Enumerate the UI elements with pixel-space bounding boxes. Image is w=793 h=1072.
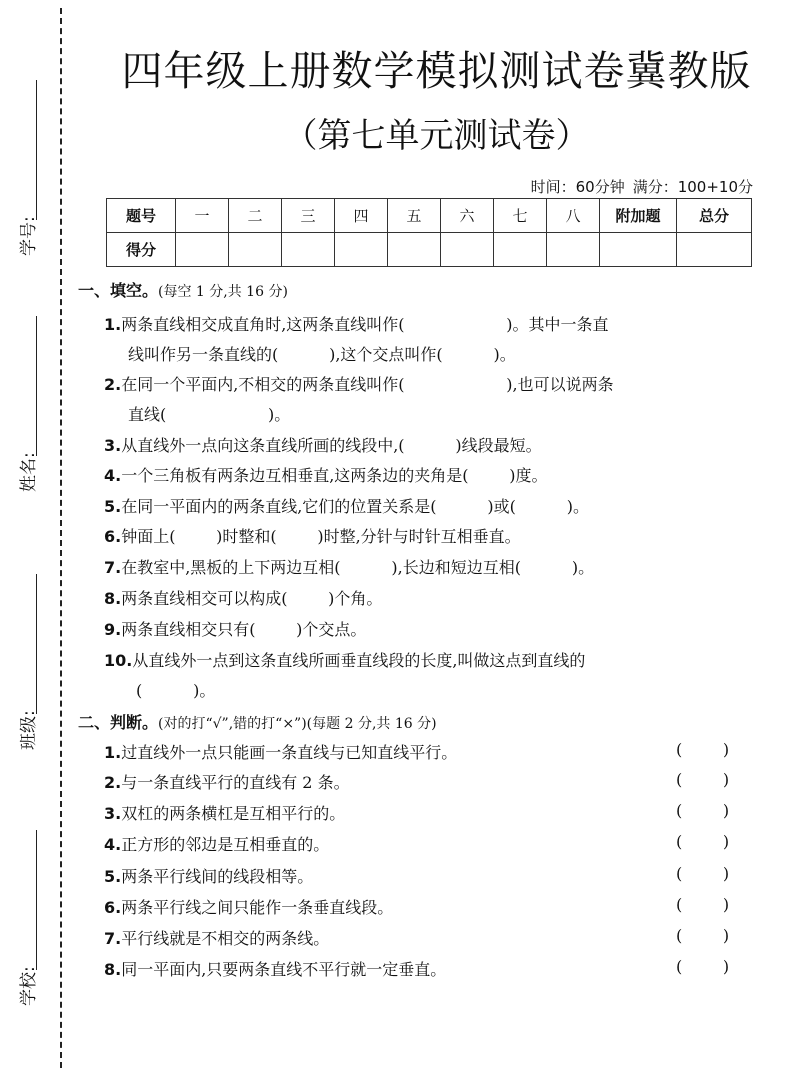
fill-question-3[interactable] — [104, 433, 542, 456]
fill-question-8[interactable] — [104, 586, 382, 609]
binding-dashed-line — [60, 8, 62, 1068]
score-header-cell: 附加题 — [600, 199, 677, 233]
school-field[interactable] — [18, 830, 48, 1030]
question-number: 8. — [104, 589, 122, 608]
judge-question-8 — [104, 957, 446, 980]
question-number: 3. — [104, 804, 122, 823]
section-1-title: 一、填空。 — [78, 281, 159, 300]
question-number: 10. — [104, 651, 133, 670]
question-text: 钟面上( )时整和( )时整,分针与时针互相垂直。 — [121, 527, 521, 546]
answer-parentheses[interactable]: ( ) — [676, 740, 730, 759]
question-text: 从直线外一点到这条直线所画垂直线段的长度,叫做这点到直线的 — [132, 651, 586, 670]
fill-question-7[interactable] — [104, 555, 594, 578]
fill-question-6[interactable] — [104, 524, 521, 547]
question-text: 两条平行线之间只能作一条垂直线段。 — [121, 898, 394, 917]
school-line — [36, 830, 37, 970]
score-cell[interactable] — [547, 233, 600, 267]
section-1-heading — [78, 278, 288, 301]
question-text: 同一平面内,只要两条直线不平行就一定垂直。 — [121, 960, 447, 979]
school-label: 学校: — [19, 966, 39, 1006]
question-text: 双杠的两条横杠是互相平行的。 — [121, 804, 346, 823]
page-subtitle: （第七单元测试卷） — [283, 116, 590, 156]
score-header-cell: 八 — [547, 199, 600, 233]
score-cell[interactable] — [441, 233, 494, 267]
score-header-cell: 六 — [441, 199, 494, 233]
class-label: 班级: — [19, 710, 39, 750]
fill-question-4[interactable] — [104, 463, 547, 486]
class-line — [36, 574, 37, 714]
answer-parentheses[interactable]: ( ) — [676, 801, 730, 820]
score-table-score-row — [107, 233, 752, 267]
score-header-cell: 五 — [388, 199, 441, 233]
question-text: 两条直线相交成直角时,这两条直线叫作( )。其中一条直 — [121, 315, 609, 334]
section-2-heading — [78, 710, 437, 733]
question-text: 从直线外一点向这条直线所画的线段中,( )线段最短。 — [121, 436, 542, 455]
answer-parentheses[interactable]: ( ) — [676, 832, 730, 851]
judge-question-5 — [104, 864, 313, 887]
fill-question-10[interactable] — [104, 648, 585, 671]
score-header-cell: 总分 — [677, 199, 752, 233]
fill-question-2-line-2: 直线( )。 — [128, 405, 291, 424]
question-text: 两条直线相交可以构成( )个角。 — [121, 589, 383, 608]
student-number-label: 学号: — [19, 216, 39, 256]
question-text: 在同一平面内的两条直线,它们的位置关系是( )或( )。 — [121, 497, 589, 516]
page-title: 四年级上册数学模拟测试卷冀教版 — [121, 47, 752, 95]
score-cell[interactable] — [229, 233, 282, 267]
student-number-field[interactable] — [18, 80, 48, 280]
question-text: 一个三角板有两条边互相垂直,这两条边的夹角是( )度。 — [121, 466, 548, 485]
score-cell[interactable] — [494, 233, 547, 267]
question-number: 6. — [104, 898, 122, 917]
fill-question-1-line-2: 线叫作另一条直线的( ),这个交点叫作( )。 — [128, 345, 516, 364]
judge-question-1 — [104, 740, 457, 763]
question-number: 4. — [104, 835, 122, 854]
score-header-cell: 二 — [229, 199, 282, 233]
judge-question-7 — [104, 926, 329, 949]
question-number: 1. — [104, 315, 122, 334]
score-cell[interactable] — [335, 233, 388, 267]
class-field[interactable] — [18, 574, 48, 774]
judge-question-4 — [104, 832, 329, 855]
judge-question-3 — [104, 801, 345, 824]
question-number: 2. — [104, 773, 122, 792]
student-name-label: 姓名: — [19, 452, 39, 492]
question-number: 6. — [104, 527, 122, 546]
question-number: 5. — [104, 497, 122, 516]
fill-question-2[interactable] — [104, 372, 614, 395]
score-table — [106, 198, 752, 267]
answer-parentheses[interactable]: ( ) — [676, 926, 730, 945]
fill-question-10-line-2: ( )。 — [136, 681, 216, 700]
student-name-field[interactable] — [18, 316, 48, 516]
question-number: 4. — [104, 466, 122, 485]
question-text: 两条直线相交只有( )个交点。 — [121, 620, 367, 639]
score-cell[interactable] — [600, 233, 677, 267]
score-header-cell: 一 — [176, 199, 229, 233]
score-header-cell: 四 — [335, 199, 388, 233]
score-cell[interactable] — [282, 233, 335, 267]
question-text: 两条平行线间的线段相等。 — [121, 867, 314, 886]
judge-question-6 — [104, 895, 393, 918]
student-number-line — [36, 80, 37, 220]
question-number: 3. — [104, 436, 122, 455]
judge-question-2 — [104, 770, 350, 793]
question-text: 在同一个平面内,不相交的两条直线叫作( ),也可以说两条 — [121, 375, 614, 394]
fill-question-1[interactable] — [104, 312, 609, 335]
answer-parentheses[interactable]: ( ) — [676, 864, 730, 883]
section-2-title: 二、判断。 — [78, 713, 159, 732]
question-number: 7. — [104, 929, 122, 948]
fill-question-5[interactable] — [104, 494, 589, 517]
answer-parentheses[interactable]: ( ) — [676, 957, 730, 976]
section-2-note: (对的打“√”,错的打“×”)(每题 2 分,共 16 分) — [158, 716, 437, 732]
question-text: 过直线外一点只能画一条直线与已知直线平行。 — [121, 743, 458, 762]
question-number: 1. — [104, 743, 122, 762]
score-header-cell: 题号 — [107, 199, 176, 233]
answer-parentheses[interactable]: ( ) — [676, 895, 730, 914]
question-text: 与一条直线平行的直线有 2 条。 — [121, 773, 350, 792]
score-header-cell: 七 — [494, 199, 547, 233]
question-text: 在教室中,黑板的上下两边互相( ),长边和短边互相( )。 — [121, 558, 595, 577]
score-cell[interactable] — [176, 233, 229, 267]
score-header-cell: 三 — [282, 199, 335, 233]
score-row-label: 得分 — [107, 233, 176, 267]
exam-time: 时间：60分钟 — [530, 178, 625, 196]
answer-parentheses[interactable]: ( ) — [676, 770, 730, 789]
exam-full-score: 满分：100+10分 — [632, 178, 753, 196]
exam-info — [531, 176, 753, 197]
fill-question-9[interactable] — [104, 617, 366, 640]
score-cell[interactable] — [388, 233, 441, 267]
question-text: 正方形的邻边是互相垂直的。 — [121, 835, 330, 854]
score-table-header-row — [107, 199, 752, 233]
question-number: 9. — [104, 620, 122, 639]
section-1-note: (每空 1 分,共 16 分) — [158, 284, 288, 300]
question-number: 2. — [104, 375, 122, 394]
student-name-line — [36, 316, 37, 456]
question-number: 5. — [104, 867, 122, 886]
score-cell[interactable] — [677, 233, 752, 267]
question-number: 7. — [104, 558, 122, 577]
question-number: 8. — [104, 960, 122, 979]
question-text: 平行线就是不相交的两条线。 — [121, 929, 330, 948]
